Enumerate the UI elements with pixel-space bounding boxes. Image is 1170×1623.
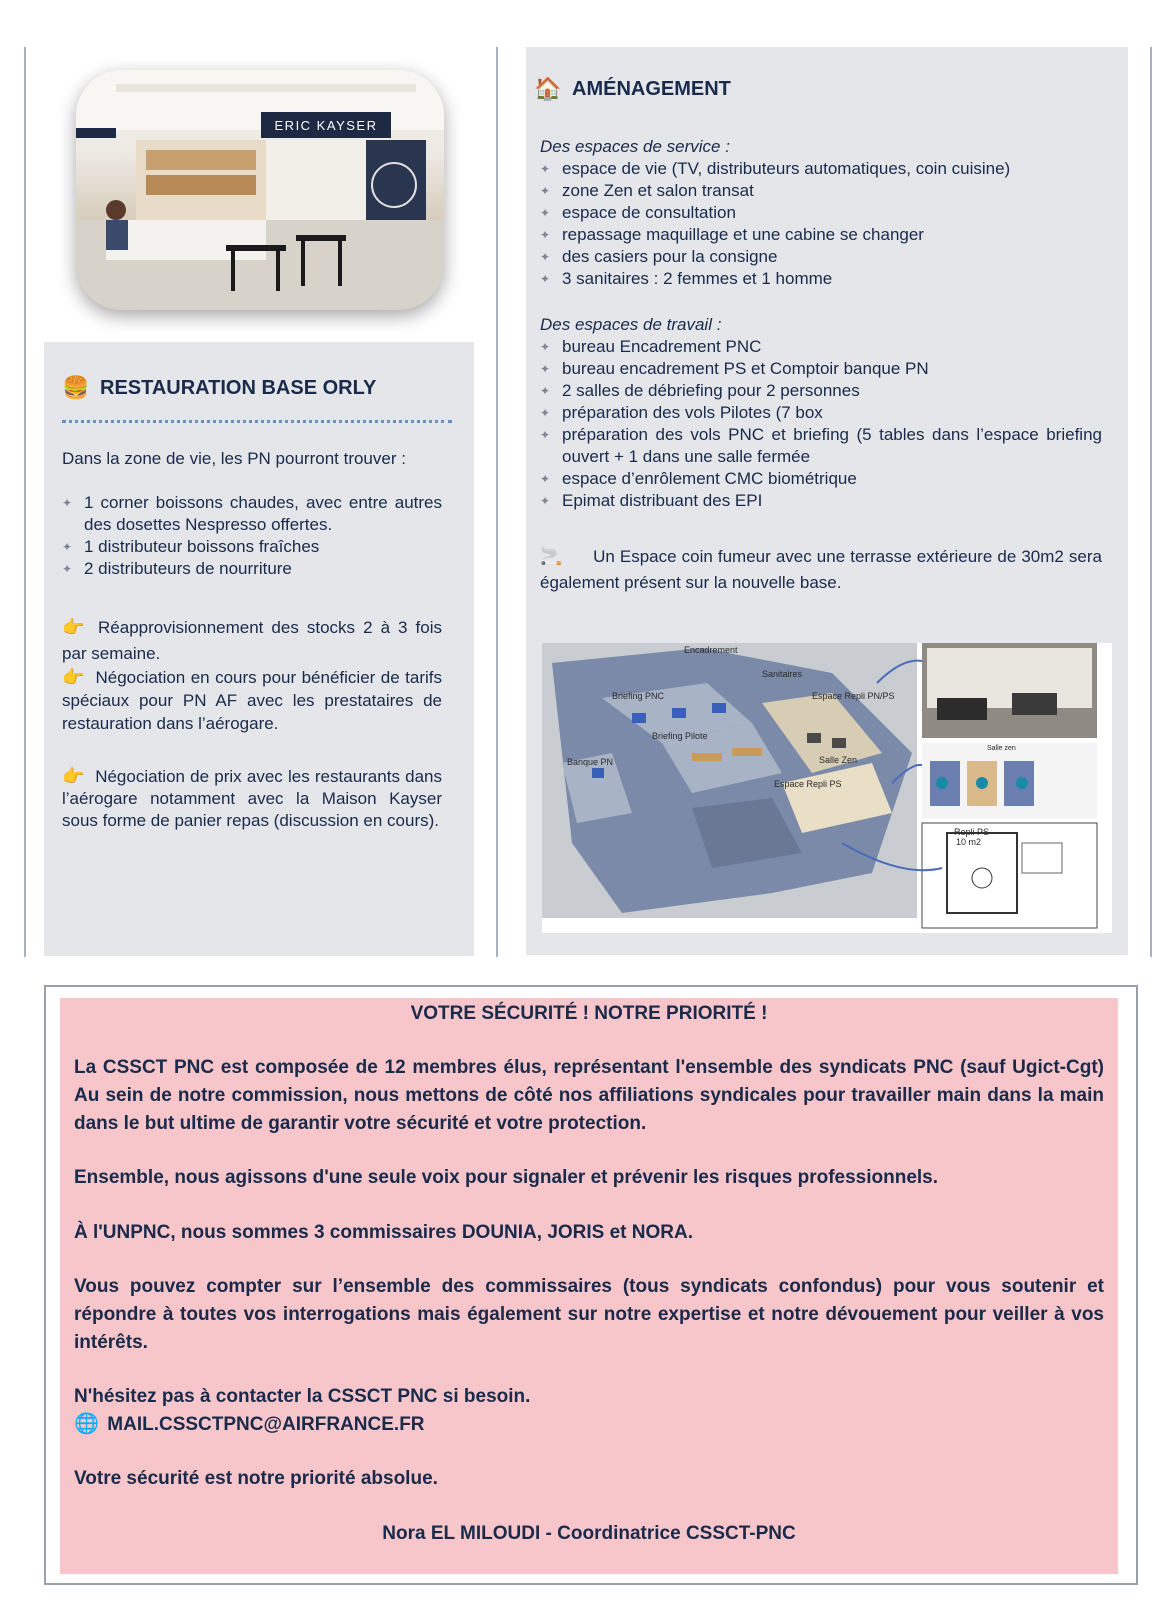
plan-label-repli-area: 10 m2 [956,837,982,847]
securite-paragraph-2: Ensemble, nous agissons d'une seule voix pour signaler et prévenir les risques professionnels. [74,1167,939,1188]
left-border-line [24,47,26,957]
plan-label-briefing-pnc: Briefing PNC [612,691,665,701]
securite-paragraph-3: À l'UNPNC, nous sommes 3 commissaires DOUNIA, JORIS et NORA. [74,1222,694,1243]
service-item: ✦ des casiers pour la consigne [540,246,1110,268]
right-border-line [1150,47,1152,957]
plan-label-espace-repli-ps: Espace Repli PS [774,779,842,789]
securite-email-line [74,1410,1104,1439]
pointing-hand-icon: 👉 [62,766,85,786]
restauration-item: ✦ 2 distributeurs de nourriture [62,558,442,580]
restauration-note-2 [62,666,442,735]
house-icon: 🏠 [534,76,562,101]
restauration-title [62,375,376,401]
service-item: ✦ 3 sanitaires : 2 femmes et 1 homme [540,268,1110,290]
travail-item: ✦ préparation des vols PNC et briefing (5 tables dans l’espace briefing ouvert + 1 dans une salle fermée [540,424,1102,468]
restauration-dotted-separator [62,420,452,423]
pointing-hand-icon: 👉 [62,667,85,687]
travail-item: ✦ espace d’enrôlement CMC biométrique [540,468,1102,490]
travail-item: ✦ 2 salles de débriefing pour 2 personnes [540,380,1102,402]
plan-label-salle-zen: Salle Zen [819,755,858,765]
smoker-note-text: Un Espace coin fumeur avec une terrasse extérieure de 30m2 sera également présent sur la nouvelle base. [540,547,1102,592]
restauration-title-text: RESTAURATION BASE ORLY [100,376,377,399]
shop-sign-text: ERIC KAYSER [274,118,378,133]
travail-heading: Des espaces de travail : [540,315,722,334]
cigarette-icon: 🚬 [540,546,563,566]
restauration-intro-text: Dans la zone de vie, les PN pourront trouver : [62,449,406,468]
restauration-note-1 [62,614,442,667]
service-list [540,158,1110,290]
column-divider-line [496,47,498,957]
securite-email[interactable]: MAIL.CSSCTPNC@AIRFRANCE.FR [107,1414,425,1435]
plan-label-encadrement: Encadrement [684,645,738,655]
restauration-intro [62,448,442,470]
floor-plan-image [542,643,1112,933]
securite-paragraph-4: Vous pouvez compter sur l’ensemble des commissaires (tous syndicats confondus) pour vous soutenir et répondre à toutes vos interrogations mais également sur notre expertise et notre dévouement pour veiller à vos intérêts. [74,1276,1104,1353]
plan-label-repli-ps: Repli PS [954,827,990,837]
travail-item: ✦ préparation des vols Pilotes (7 box [540,402,1102,424]
travail-item: ✦ Epimat distribuant des EPI [540,490,1102,512]
plan-label-banque-pn: Banque PN [567,757,614,767]
restauration-item: ✦ 1 corner boissons chaudes, avec entre autres des dosettes Nespresso offertes. [62,492,442,536]
restauration-item: ✦ 1 distributeur boissons fraîches [62,536,442,558]
bakery-illustration [76,70,444,310]
service-item: ✦ espace de consultation [540,202,1110,224]
service-heading: Des espaces de service : [540,137,730,156]
securite-paragraph-6: Votre sécurité est notre priorité absolue. [74,1468,438,1489]
amenagement-title [534,76,731,102]
service-item: ✦ zone Zen et salon transat [540,180,1110,202]
note-2-text: Négociation en cours pour bénéficier de tarifs spéciaux pour PN AF avec les prestataires de restauration dans l’aérogare. [62,668,442,733]
travail-list [540,336,1102,512]
amenagement-title-text: AMÉNAGEMENT [572,77,731,100]
securite-paragraph-5: N'hésitez pas à contacter la CSSCT PNC si besoin. [74,1386,531,1407]
plan-label-salle-zen-small: Salle zen [987,745,1016,752]
pointing-hand-icon: 👉 [62,617,85,637]
smoker-note [540,543,1102,596]
plan-label-espace-repli-pnps: Espace Repli PN/PS [812,691,895,701]
travail-item: ✦ bureau encadrement PS et Comptoir banque PN [540,358,1102,380]
travail-item: ✦ bureau Encadrement PNC [540,336,1102,358]
restauration-note-3 [62,765,442,832]
restauration-list [62,492,442,580]
bakery-photo [76,70,444,310]
plan-label-sanitaires: Sanitaires [762,669,803,679]
service-item: ✦ espace de vie (TV, distributeurs automatiques, coin cuisine) [540,158,1110,180]
securite-paragraph-1: La CSSCT PNC est composée de 12 membres élus, représentant l'ensemble des syndicats PNC (sauf Ugict-Cgt) Au sein de notre commission, nous mettons de côté nos affiliations syndicales pour travailler main dans la main dans le but ultime de garantir votre sécurité et votre protection. [74,1057,1104,1134]
service-item: ✦ repassage maquillage et une cabine se changer [540,224,1110,246]
plan-label-briefing-pilote: Briefing Pilote [652,731,708,741]
globe-icon: 🌐 [74,1413,99,1435]
securite-signature: Nora EL MILOUDI - Coordinatrice CSSCT-PNC [382,1523,796,1544]
note-3-text: Négociation de prix avec les restaurants dans l’aérogare notamment avec la Maison Kayser sous forme de panier repas (discussion en cours). [62,767,442,830]
note-1-text: Réapprovisionnement des stocks 2 à 3 fois par semaine. [62,618,442,663]
burger-icon: 🍔 [62,375,90,400]
securite-title: VOTRE SÉCURITÉ ! NOTRE PRIORITÉ ! [410,1003,768,1024]
